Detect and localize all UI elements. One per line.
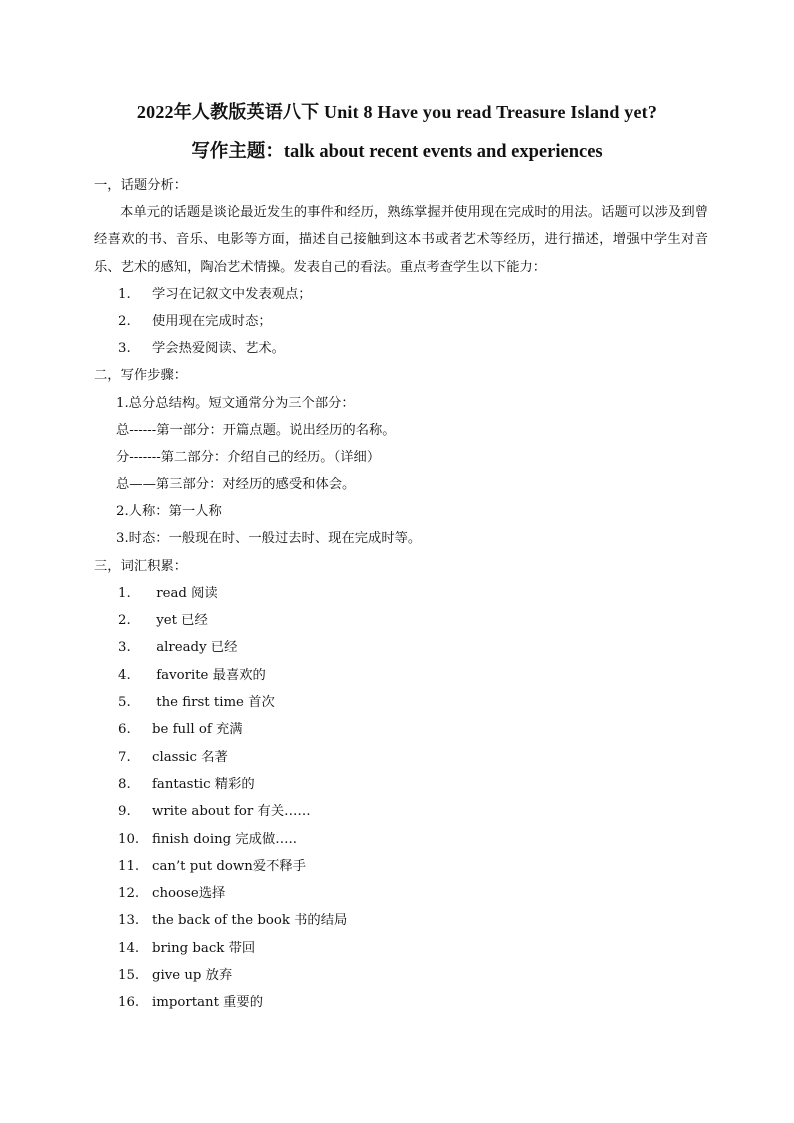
vocab-number: 4. <box>118 667 131 683</box>
vocab-item <box>94 907 708 934</box>
vocab-text: choose选择 <box>152 886 226 902</box>
vocab-item <box>94 634 708 661</box>
list-item-number: 3. <box>118 341 131 357</box>
document-subtitle: 写作主题：talk about recent events and experiences <box>191 142 603 162</box>
vocab-item <box>94 935 708 962</box>
vocab-text: the back of the book 书的结局 <box>152 913 348 929</box>
vocab-number: 8. <box>118 776 131 792</box>
vocab-number: 10. <box>118 831 140 847</box>
list-item-text: 学习在记叙文中发表观点； <box>152 286 312 302</box>
writing-step-line: 分-------第二部分：介绍自己的经历。（详细） <box>116 449 381 465</box>
list-item-number: 1. <box>118 286 131 302</box>
vocab-item <box>94 580 708 607</box>
writing-step-line: 总——第三部分：对经历的感受和体会。 <box>116 477 356 493</box>
vocab-text: can’t put down爱不释手 <box>152 858 307 874</box>
vocab-number: 2. <box>118 613 131 629</box>
writing-step-line: 3.时态：一般现在时、一般过去时、现在完成时等。 <box>116 531 422 547</box>
vocab-text: yet 已经 <box>152 613 208 629</box>
list-item-number: 2. <box>118 313 131 329</box>
vocab-number: 3. <box>118 640 131 656</box>
topic-analysis-paragraph: 本单元的话题是谈论最近发生的事件和经历，熟练掌握并使用现在完成时的用法。话题可以涉及到曾经喜欢的书、音乐、电影等方面，描述自己接触到这本书或者艺术等经历，进行描述，增强中学生对音乐、艺术的感知，陶冶艺术情操。发表自己的看法。重点考查学生以下能力： <box>94 205 708 275</box>
vocab-number: 7. <box>118 749 131 765</box>
vocab-number: 9. <box>118 804 131 820</box>
list-item-text: 学会热爱阅读、艺术。 <box>152 341 285 357</box>
vocab-text: finish doing 完成做….. <box>152 831 298 847</box>
section-heading-topic-analysis: 一，话题分析： <box>94 178 188 193</box>
vocab-number: 13. <box>118 913 140 929</box>
vocab-number: 16. <box>118 995 140 1011</box>
list-item <box>94 281 708 308</box>
vocab-text: bring back 带回 <box>152 940 256 956</box>
document-body <box>94 172 708 1017</box>
vocab-number: 15. <box>118 968 140 984</box>
vocab-item <box>94 607 708 634</box>
vocab-item <box>94 798 708 825</box>
vocab-number: 1. <box>118 585 131 601</box>
list-item-text: 使用现在完成时态； <box>152 313 272 329</box>
vocab-item <box>94 716 708 743</box>
vocab-text: give up 放弃 <box>152 968 233 984</box>
vocab-text: the first time 首次 <box>152 695 275 711</box>
vocab-number: 14. <box>118 940 140 956</box>
vocab-item <box>94 853 708 880</box>
vocab-text: important 重要的 <box>152 995 264 1011</box>
vocab-number: 5. <box>118 695 131 711</box>
vocab-text: classic 名著 <box>152 749 228 765</box>
section-heading-writing-steps: 二，写作步骤： <box>94 368 188 384</box>
writing-step-line: 总------第一部分：开篇点题。说出经历的名称。 <box>116 422 396 438</box>
list-item <box>94 335 708 362</box>
writing-step-line: 2.人称：第一人称 <box>116 504 222 520</box>
vocab-number: 6. <box>118 722 131 738</box>
section-heading-vocabulary: 三，词汇积累： <box>94 558 188 574</box>
vocab-number: 11. <box>118 858 140 874</box>
document-title: 2022年人教版英语八下 Unit 8 Have you read Treasure Island yet? <box>136 102 658 122</box>
vocab-item <box>94 662 708 689</box>
vocab-item <box>94 744 708 771</box>
vocab-item <box>94 771 708 798</box>
vocab-text: be full of 充满 <box>152 722 243 738</box>
vocab-text: already 已经 <box>152 640 238 656</box>
vocab-item <box>94 689 708 716</box>
vocab-text: read 阅读 <box>152 585 218 601</box>
vocab-text: write about for 有关…… <box>152 804 311 820</box>
vocab-item <box>94 989 708 1016</box>
vocabulary-list <box>94 580 708 1017</box>
list-item <box>94 308 708 335</box>
vocab-text: favorite 最喜欢的 <box>152 667 266 683</box>
vocab-number: 12. <box>118 886 140 902</box>
vocab-item <box>94 826 708 853</box>
vocab-item <box>94 880 708 907</box>
vocab-item <box>94 962 708 989</box>
writing-step-line: 1.总分总结构。短文通常分为三个部分： <box>116 395 355 411</box>
vocab-text: fantastic 精彩的 <box>152 776 255 792</box>
